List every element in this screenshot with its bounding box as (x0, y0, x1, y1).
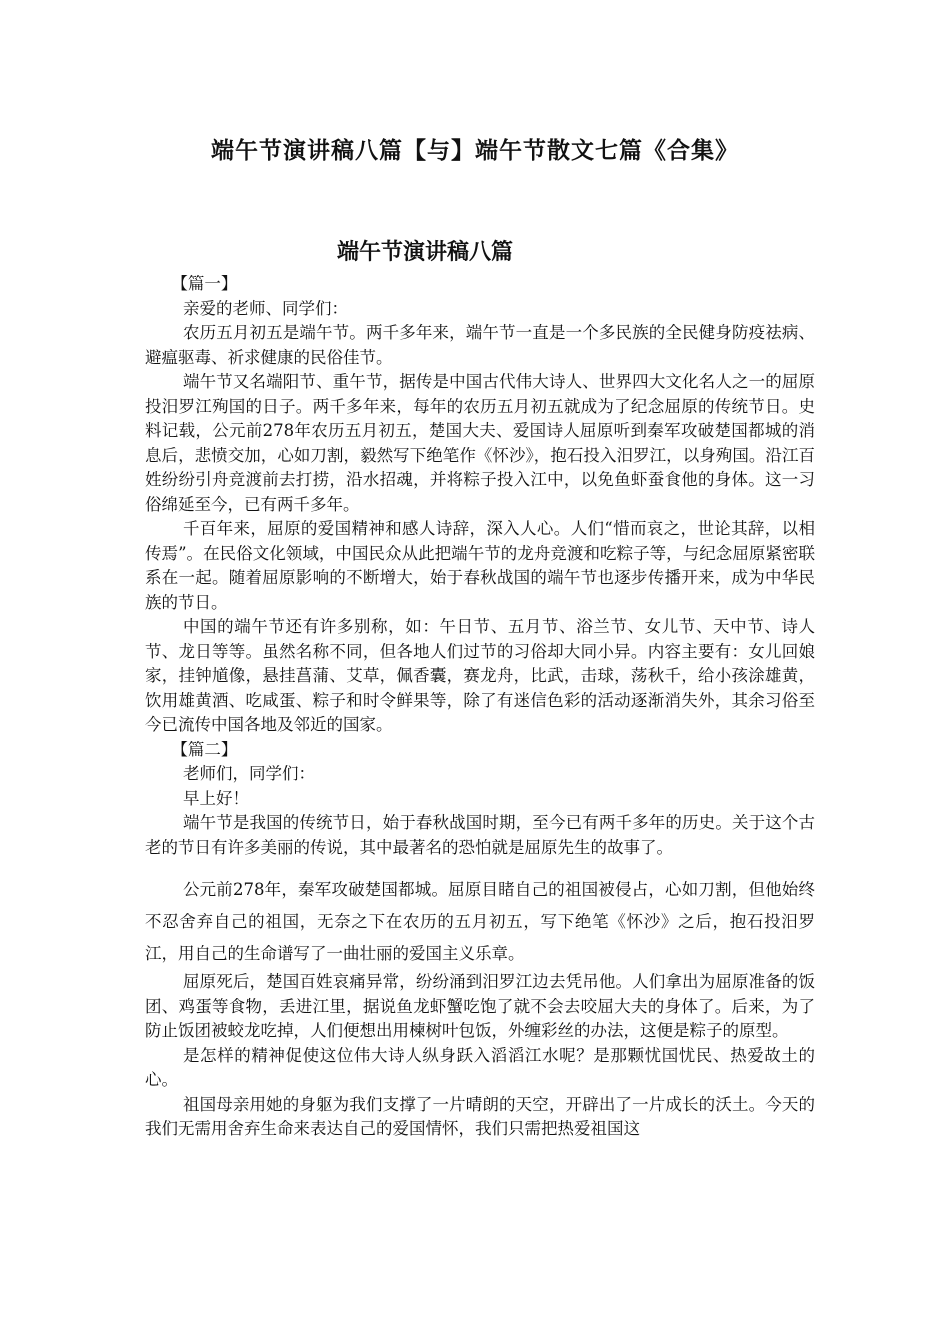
salutation: 亲爱的老师、同学们： (182, 298, 348, 318)
section-title: 端午节演讲稿八篇 (336, 239, 513, 265)
paragraph: 农历五月初五是端午节。两千多年来，端午节一直是一个多民族的全民健身防疫祛病、避瘟驱毒、祈求健康的民俗佳节。 (145, 323, 815, 367)
part-heading: 【篇一】 (171, 274, 238, 293)
paragraph: 公元前278年，秦军攻破楚国都城。屈原目睹自己的祖国被侵占，心如刀割，但他始终不忍舍弃自己的祖国，无奈之下在农历的五月初五，写下绝笔《怀沙》之后，抱石投汨罗江，用自己的生命谱写了一曲壮丽的爱国主义乐章。 (145, 880, 815, 963)
paragraph: 千百年来，屈原的爱国精神和感人诗辞，深入人心。人们“惜而哀之，世论其辞，以相传焉”。在民俗文化领域，中国民众从此把端午节的龙舟竞渡和吃粽子等，与纪念屈原紧密联系在一起。随着屈原影响的不断增大，始于春秋战国的端午节也逐步传播开来，成为中华民族的节日。 (145, 519, 815, 612)
document-title: 端午节演讲稿八篇【与】端午节散文七篇《合集》 (211, 137, 739, 164)
paragraph: 端午节是我国的传统节日，始于春秋战国时期，至今已有两千多年的历史。关于这个古老的节日有许多美丽的传说，其中最著名的恐怕就是屈原先生的故事了。 (145, 813, 815, 857)
paragraph: 屈原死后，楚国百姓哀痛异常，纷纷涌到汨罗江边去凭吊他。人们拿出为屈原准备的饭团、鸡蛋等食物，丢进江里，据说鱼龙虾蟹吃饱了就不会去咬屈大夫的身体了。后来，为了防止饭团被蛟龙吃掉，人们便想出用楝树叶包饭，外缠彩丝的办法，这便是粽子的原型。 (145, 972, 815, 1040)
document-body (145, 272, 815, 1142)
paragraph: 是怎样的精神促使这位伟大诗人纵身跃入滔滔江水呢？是那颗忧国忧民、热爱故土的心。 (145, 1045, 815, 1089)
part-heading: 【篇二】 (171, 739, 238, 759)
greeting: 早上好！ (182, 788, 249, 808)
paragraph: 端午节又名端阳节、重午节，据传是中国古代伟大诗人、世界四大文化名人之一的屈原投汨罗江殉国的日子。两千多年来，每年的农历五月初五就成为了纪念屈原的传统节日。史料记载，公元前278年农历五月初五，楚国大夫、爱国诗人屈原听到秦军攻破楚国都城的消息后，悲愤交加，心如刀割，毅然写下绝笔作《怀沙》，抱石投入汨罗江，以身殉国。沿江百姓纷纷引舟竞渡前去打捞，沿水招魂，并将粽子投入江中，以免鱼虾蚕食他的身体。这一习俗绵延至今，已有两千多年。 (145, 372, 815, 514)
paragraph: 中国的端午节还有许多别称，如：午日节、五月节、浴兰节、女儿节、天中节、诗人节、龙日等等。虽然名称不同，但各地人们过节的习俗却大同小异。内容主要有：女儿回娘家，挂钟馗像，悬挂菖蒲、艾草，佩香囊，赛龙舟，比武，击球，荡秋千，给小孩涂雄黄，饮用雄黄酒、吃咸蛋、粽子和时令鲜果等，除了有迷信色彩的活动逐渐消失外，其余习俗至今已流传中国各地及邻近的国家。 (145, 617, 815, 734)
salutation: 老师们，同学们： (182, 764, 315, 783)
paragraph: 祖国母亲用她的身躯为我们支撑了一片晴朗的天空，开辟出了一片成长的沃土。今天的我们无需用舍弃生命来表达自己的爱国情怀，我们只需把热爱祖国这 (145, 1094, 815, 1138)
